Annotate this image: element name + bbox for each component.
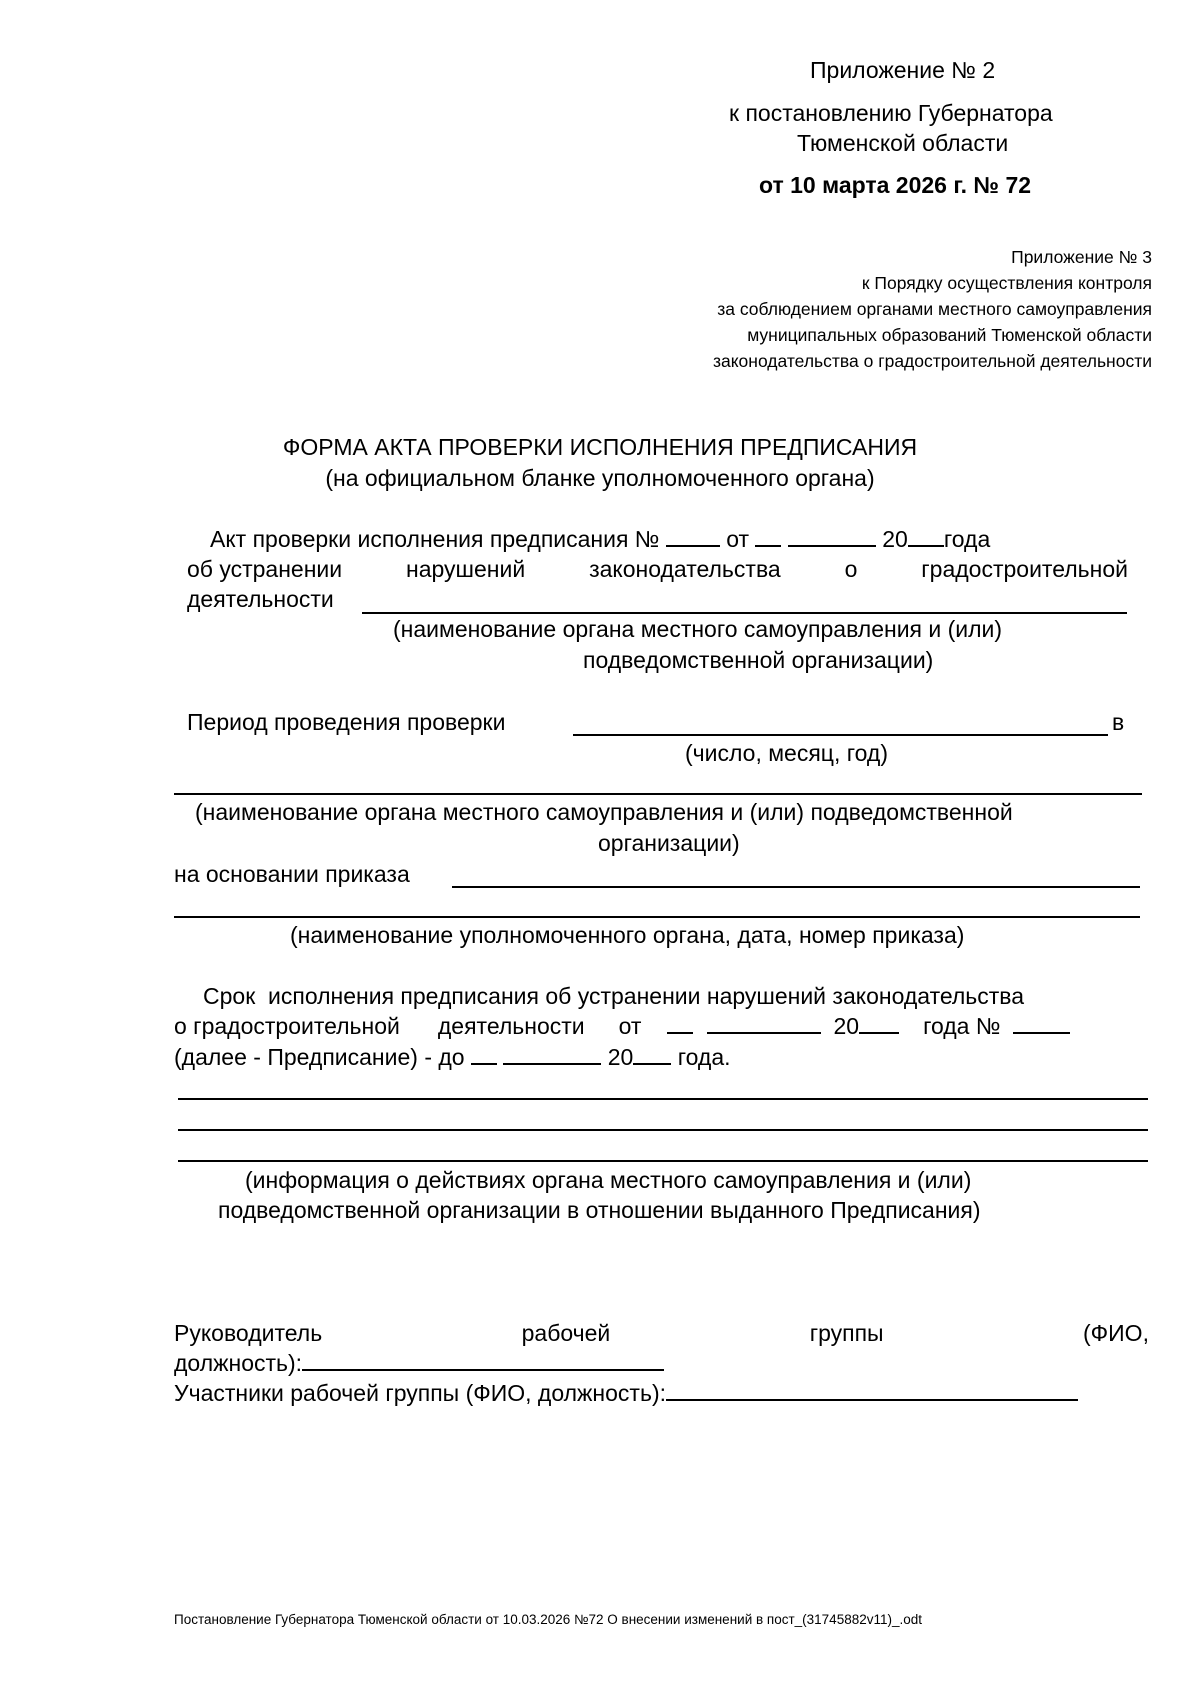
appendix2-line2: к постановлению Губернатора [729,100,1053,126]
appendix3-block [713,244,1152,374]
deadline-info-field-3[interactable] [178,1160,1148,1162]
deadline-until-month-field[interactable] [503,1043,601,1065]
deadline-info-field-1[interactable] [178,1098,1148,1100]
leader-cont: должность): [174,1350,303,1376]
file-footer: Постановление Губернатора Тюменской области от 10.03.2026 №72 О внесении изменений в пост_(31745882v11)_.odt [174,1612,923,1627]
deadline-caption2: подведомственной организации в отношении выданного Предписания) [218,1197,981,1223]
leader-w1: Руководитель [174,1320,323,1346]
order-caption: (наименование уполномоченного органа, дата, номер приказа) [290,922,965,948]
appendix2-date: от 10 марта 2026 г. № 72 [759,172,1032,198]
act-l2-w4: о [844,556,858,582]
deadline-month-field[interactable] [707,1012,821,1034]
deadline-info-field-2[interactable] [178,1129,1148,1131]
act-from-label: от [726,526,750,552]
act-year-suffix: года [943,526,991,552]
deadline-line1: Срок исполнения предписания об устранении нарушений законодательства [203,983,1025,1009]
appendix3-line4: муниципальных образований Тюменской области [747,325,1152,345]
leader-w4: (ФИО, [1083,1320,1149,1346]
leader-w3: группы [809,1320,884,1346]
period-suffix: в [1112,709,1125,735]
act-line1 [210,524,990,554]
deadline-number-field[interactable] [1013,1012,1070,1034]
appendix2-line3: Тюменской области [797,130,1009,156]
act-l2-w3: законодательства [589,556,781,582]
act-number-label: Акт проверки исполнения предписания № [210,526,660,552]
deadline-l3-c: года. [677,1044,731,1070]
appendix2-line1: Приложение № 2 [810,57,996,83]
period-organ-field[interactable] [174,793,1142,795]
act-year-prefix: 20 [882,526,908,552]
deadline-line2 [174,1011,1149,1041]
deadline-until-day-field[interactable] [471,1043,497,1065]
deadline-l2-e: года № [923,1013,1001,1039]
act-caption1: (наименование органа местного самоуправления и (или) [393,616,1003,642]
act-caption2: подведомственной организации) [583,647,934,673]
deadline-l2-c: от [618,1013,642,1039]
act-l2-w5: градостроительной [921,556,1128,582]
members-label: Участники рабочей группы (ФИО, должность): [174,1380,666,1406]
members-field[interactable] [666,1379,1078,1401]
act-l2-w1: об устранении [187,556,343,582]
deadline-l3-b: 20 [607,1044,634,1070]
act-month-field[interactable] [788,525,876,547]
leader-line [174,1318,1149,1348]
period-organ-caption2: организации) [598,830,740,856]
deadline-l2-d: 20 [833,1013,860,1039]
deadline-year-field[interactable] [859,1012,899,1034]
order-label: на основании приказа [174,861,410,887]
appendix3-line1: Приложение № 3 [1011,247,1152,267]
act-l2-w2: нарушений [406,556,526,582]
leader-w2: рабочей [521,1320,611,1346]
act-number-field[interactable] [666,525,720,547]
deadline-until-year-field[interactable] [633,1043,671,1065]
deadline-line3 [174,1042,731,1072]
deadline-caption1: (информация о действиях органа местного самоуправления и (или) [245,1167,972,1193]
act-line2 [187,554,1128,584]
act-line3-label: деятельности [187,586,334,612]
appendix3-line5: законодательства о градостроительной деятельности [712,351,1152,371]
period-organ-caption1: (наименование органа местного самоуправления и (или) подведомственной [195,799,1013,825]
leader-field[interactable] [302,1349,664,1371]
order-field-1[interactable] [452,886,1140,888]
deadline-l2-b: деятельности [437,1013,585,1039]
order-field-2[interactable] [174,916,1140,918]
act-day-field[interactable] [755,525,781,547]
appendix3-line3: за соблюдением органами местного самоуправления [717,299,1152,319]
form-subtitle: (на официальном бланке уполномоченного органа) [325,465,875,491]
act-year-field[interactable] [908,525,944,547]
members-line [174,1378,1078,1408]
deadline-l2-a: о градостроительной [174,1013,400,1039]
period-caption: (число, месяц, год) [685,740,889,766]
deadline-l3-a: (далее - Предписание) - до [174,1044,465,1070]
leader-line2 [174,1348,664,1378]
period-field[interactable] [573,734,1108,736]
form-title: ФОРМА АКТА ПРОВЕРКИ ИСПОЛНЕНИЯ ПРЕДПИСАНИЯ [282,434,918,460]
deadline-day-field[interactable] [667,1012,693,1034]
period-label: Период проведения проверки [187,709,506,735]
appendix3-line2: к Порядку осуществления контроля [861,273,1152,293]
